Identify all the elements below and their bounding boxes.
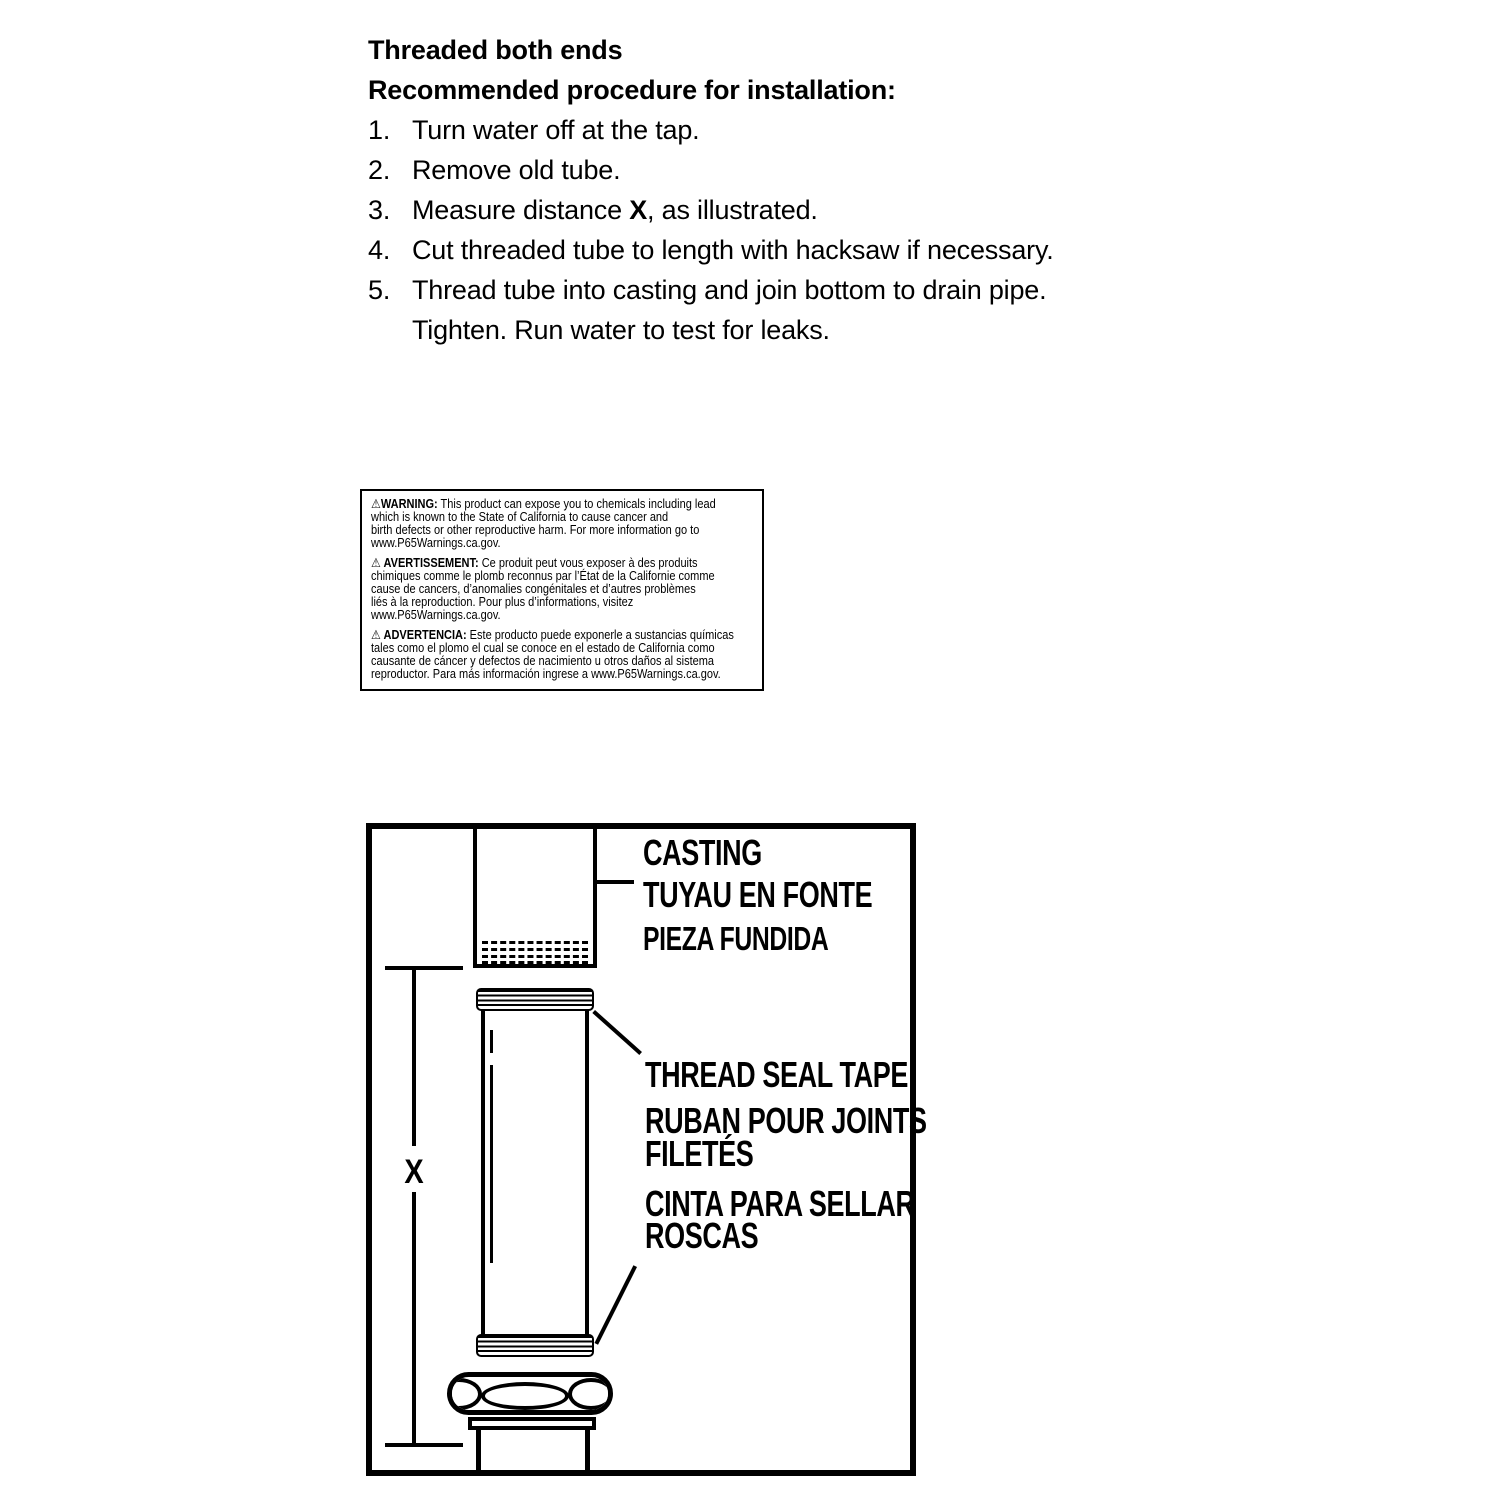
step-number: 1.: [368, 115, 391, 145]
instruction-step: [368, 230, 1168, 270]
casting-label-es: PIEZA FUNDIDA: [643, 920, 829, 957]
step-number: 2.: [368, 155, 391, 185]
threaded-tube-body: [481, 1011, 589, 1334]
warning-line: liés à la reproduction. Pour plus d’informations, visitez: [371, 595, 634, 609]
tube-highlight-line: [490, 1065, 493, 1263]
dimension-label-x: X: [404, 1153, 424, 1191]
tube-highlight-line: [490, 1030, 493, 1053]
warning-line: www.P65Warnings.ca.gov.: [371, 536, 501, 550]
prop65-warning-box: [360, 489, 764, 691]
step-number: 4.: [368, 235, 391, 265]
instruction-step: [368, 190, 1168, 230]
step-text: Remove old tube.: [412, 155, 621, 185]
step-text: Cut threaded tube to length with hacksaw if necessary.: [412, 235, 1054, 265]
tape-callout-line-top: [592, 1010, 642, 1055]
drain-pipe: [476, 1430, 590, 1470]
dimension-cap-bottom: [385, 1443, 463, 1447]
warning-text-block: [371, 498, 758, 681]
step-text: Thread tube into casting and join bottom to drain pipe. Tighten. Run water to test for leaks.: [412, 275, 1047, 345]
step-text: Turn water off at the tap.: [412, 115, 700, 145]
step-text: Measure distance X, as illustrated.: [412, 195, 818, 225]
slip-nut-lobe: [481, 1382, 569, 1410]
tape-label-fr-line1: RUBAN POUR JOINTS: [645, 1100, 927, 1141]
slip-nut-lobe: [447, 1378, 482, 1410]
casting-label-fr: TUYAU EN FONTE: [643, 874, 873, 915]
instruction-step: [368, 110, 1168, 150]
warning-line: cause de cancers, d’anomalies congénitales et d’autres problèmes: [371, 582, 696, 596]
installation-diagram: [366, 823, 927, 1476]
section-title: Threaded both ends: [368, 35, 623, 65]
step-number: 5.: [368, 275, 391, 305]
warning-line: www.P65Warnings.ca.gov.: [371, 608, 501, 622]
slip-nut: [447, 1372, 613, 1415]
casting-internal-thread: [482, 941, 588, 944]
warning-line: birth defects or other reproductive harm. For more information go to: [371, 523, 700, 537]
dimension-line-lower: [412, 1192, 416, 1447]
instruction-step: [368, 150, 1168, 190]
casting-callout-line: [597, 880, 634, 884]
step-number: 3.: [368, 195, 391, 225]
warning-label-fr: ⚠ AVERTISSEMENT:: [371, 556, 479, 570]
warning-line: tales como el plomo el cual se conoce en el estado de California como: [371, 641, 715, 655]
tape-label-en: THREAD SEAL TAPE: [645, 1054, 909, 1095]
section-subtitle: Recommended procedure for installation:: [368, 75, 896, 105]
installation-instructions: [368, 30, 1168, 350]
instruction-step: [368, 270, 1168, 350]
tape-label-es-line2: ROSCAS: [645, 1215, 759, 1256]
casting-label-en: CASTING: [643, 832, 762, 873]
warning-paragraph-french: ⚠ AVERTISSEMENT: Ce produit peut vous exposer à des produits chimiques comme le plomb reconnus par l’État de la Californie comme cause de cancers, d’anomalies congénitales et d’autres problèmes liés à la reproduction. Pour plus d’informations, visitez www.P65Warnings.ca.gov.: [371, 557, 758, 622]
casting-internal-thread: [482, 948, 588, 951]
warning-label-es: ⚠ ADVERTENCIA:: [371, 628, 467, 642]
warning-line: causante de cáncer y defectos de nacimiento u otros daños al sistema: [371, 654, 715, 668]
warning-line: which is known to the State of California to cause cancer and: [371, 510, 669, 524]
step-bold-x: X: [629, 195, 648, 225]
warning-paragraph-spanish: ⚠ ADVERTENCIA: Este producto puede exponerle a sustancias químicas tales como el plomo el cual se conoce en el estado de California como causante de cáncer y defectos de nacimiento u otros daños al sistema reproductor. Para más información ingrese a www.P65Warnings.ca.gov.: [371, 629, 758, 681]
tape-label-fr-line2: FILETÉS: [645, 1133, 754, 1174]
warning-paragraph-english: ⚠WARNING: This product can expose you to chemicals including lead which is known to the State of California to cause cancer and birth defects or other reproductive harm. For more information go to www.P65Warnings.ca.gov.: [371, 498, 758, 550]
warning-line: chimiques comme le plomb reconnus par l’État de la Californie comme: [371, 569, 715, 583]
casting-internal-thread: [482, 955, 588, 958]
warning-line: reproductor. Para más información ingrese a www.P65Warnings.ca.gov.: [371, 667, 721, 681]
tube-thread-top: [476, 988, 594, 1011]
tape-label-es-line1: CINTA PARA SELLAR: [645, 1183, 915, 1224]
slip-nut-lobe: [568, 1378, 613, 1410]
tube-thread-bottom: [476, 1334, 594, 1357]
tape-callout-line-bottom: [594, 1265, 637, 1345]
drain-flange: [468, 1417, 596, 1430]
warning-label-en: ⚠WARNING:: [371, 497, 438, 511]
dimension-cap-top: [385, 966, 463, 970]
casting-internal-thread: [482, 961, 588, 964]
dimension-line-upper: [412, 966, 416, 1146]
casting-outline: [473, 829, 597, 968]
